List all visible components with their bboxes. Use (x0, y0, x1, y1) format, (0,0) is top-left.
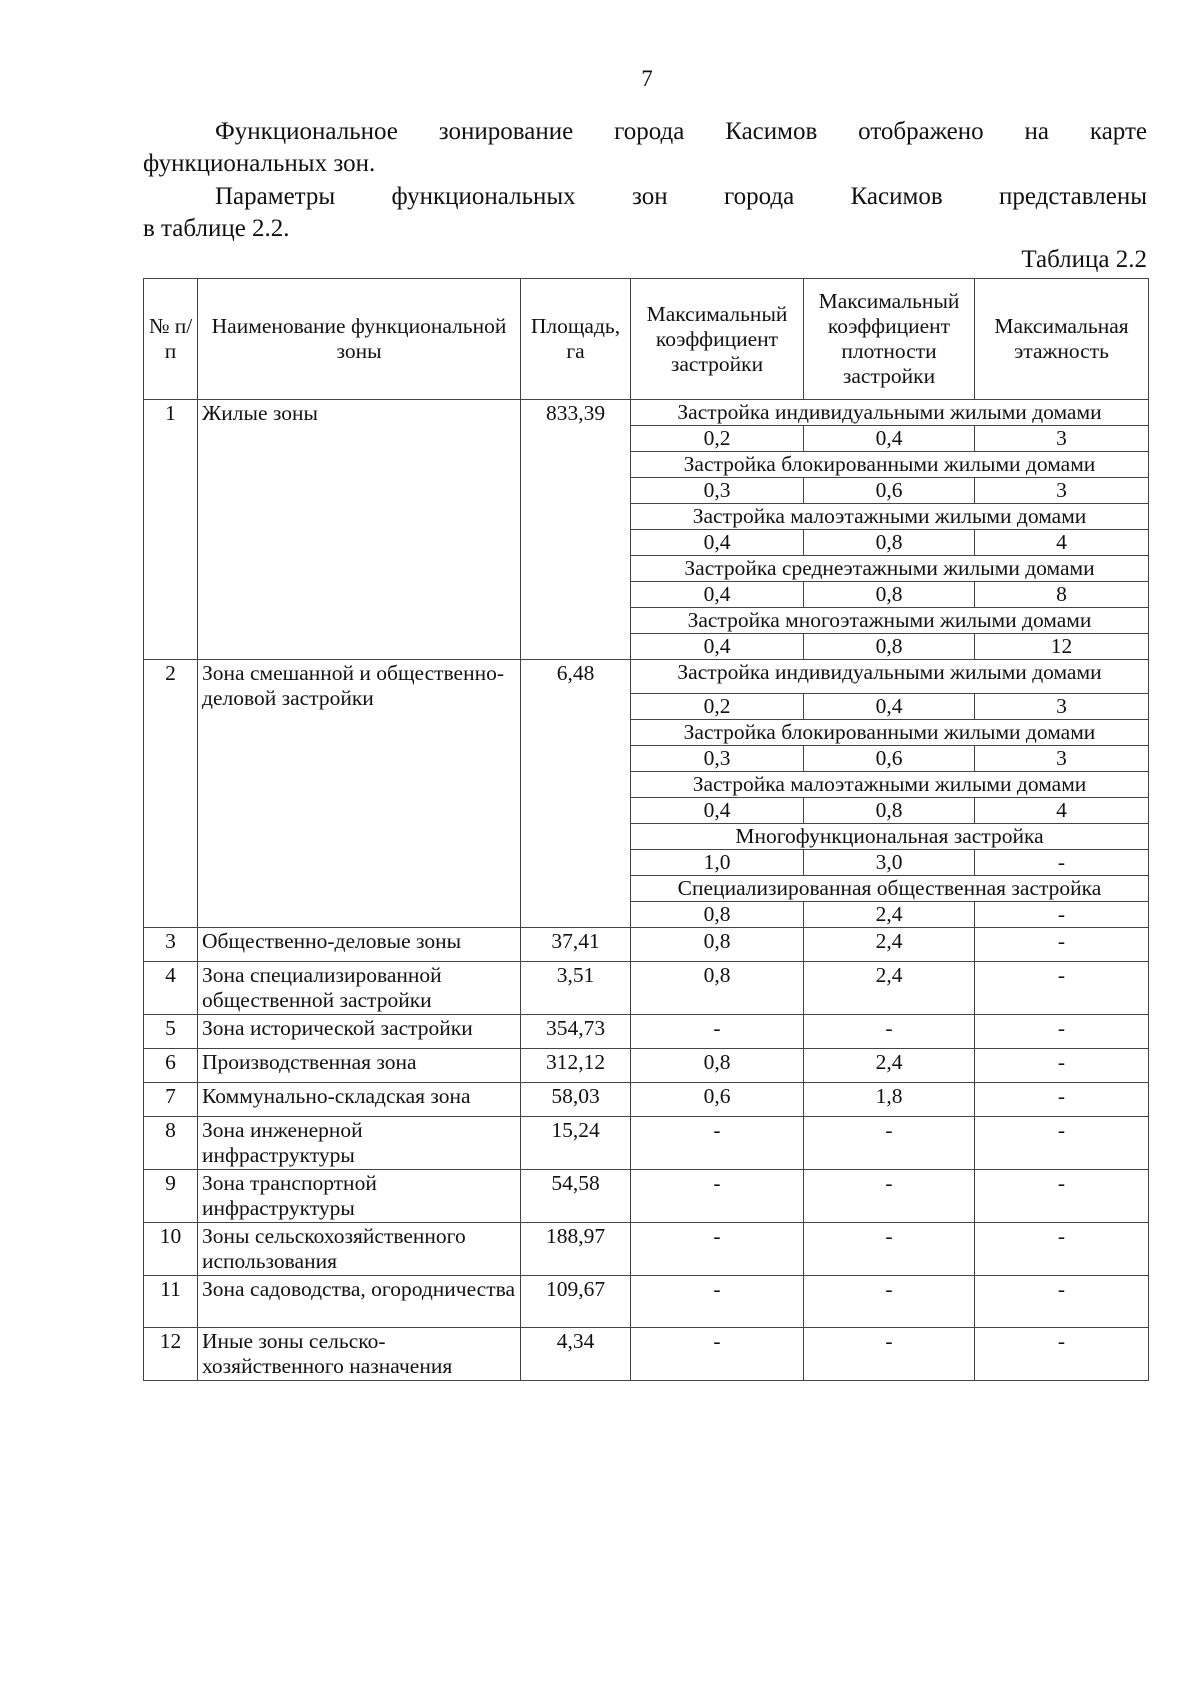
cell-area: 188,97 (521, 1223, 631, 1276)
cell-floors: 4 (975, 530, 1149, 556)
cell-area: 54,58 (521, 1170, 631, 1223)
table-row (144, 1223, 1149, 1276)
cell-floors: - (975, 1223, 1149, 1276)
cell-num: 6 (144, 1049, 198, 1083)
cell-kz: - (631, 1223, 804, 1276)
header-num: № п/п (144, 279, 198, 400)
cell-area: 58,03 (521, 1083, 631, 1117)
cell-kpz: 2,4 (804, 1049, 975, 1083)
cell-kpz: 0,4 (804, 426, 975, 452)
cell-kz: 0,4 (631, 798, 804, 824)
cell-num: 10 (144, 1223, 198, 1276)
cell-kpz: - (804, 1117, 975, 1170)
cell-floors: - (975, 1049, 1149, 1083)
subgroup-label: Застройка малоэтажными жилыми домами (631, 504, 1149, 530)
cell-name: Производственная зона (198, 1049, 521, 1083)
cell-area: 109,67 (521, 1276, 631, 1328)
header-kpz: Максимальный коэффициент плотности застройки (804, 279, 975, 400)
cell-area: 833,39 (521, 400, 631, 660)
cell-kz: 0,8 (631, 902, 804, 928)
cell-num: 9 (144, 1170, 198, 1223)
cell-kpz: - (804, 1328, 975, 1381)
cell-kpz: 2,4 (804, 962, 975, 1015)
zones-table (143, 278, 1149, 1381)
header-area: Площадь, га (521, 279, 631, 400)
cell-kz: 0,4 (631, 530, 804, 556)
cell-kz: 0,2 (631, 426, 804, 452)
cell-kz: 0,8 (631, 962, 804, 1015)
cell-kz: 0,3 (631, 478, 804, 504)
table-header-row (144, 279, 1149, 400)
cell-name: Зона инженерной инфраструктуры (198, 1117, 521, 1170)
cell-area: 354,73 (521, 1015, 631, 1049)
table-row (144, 1117, 1149, 1170)
cell-kz: - (631, 1117, 804, 1170)
cell-num: 8 (144, 1117, 198, 1170)
cell-floors: - (975, 1083, 1149, 1117)
subgroup-label: Специализированная общественная застройка (631, 876, 1149, 902)
table-row (144, 1170, 1149, 1223)
subgroup-label: Застройка индивидуальными жилыми домами (631, 660, 1149, 694)
cell-name: Общественно-деловые зоны (198, 928, 521, 962)
cell-kpz: 2,4 (804, 902, 975, 928)
subgroup-label: Застройка блокированными жилыми домами (631, 720, 1149, 746)
cell-floors: - (975, 1276, 1149, 1328)
simple-rows (144, 928, 1149, 1381)
cell-num: 1 (144, 400, 198, 660)
cell-kpz: 0,8 (804, 634, 975, 660)
cell-num: 12 (144, 1328, 198, 1381)
cell-floors: - (975, 850, 1149, 876)
cell-floors: - (975, 1117, 1149, 1170)
paragraph-table-reference (143, 181, 1147, 245)
cell-area: 4,34 (521, 1328, 631, 1381)
paragraph-line: в таблице 2.2. (143, 215, 290, 242)
paragraph-line: функциональных зон. (143, 150, 376, 177)
cell-kpz: 1,8 (804, 1083, 975, 1117)
cell-floors: 3 (975, 746, 1149, 772)
page-number: 7 (641, 66, 653, 91)
cell-floors: 3 (975, 478, 1149, 504)
paragraph-zoning-map (143, 116, 1147, 180)
cell-area: 6,48 (521, 660, 631, 928)
cell-kz: 0,8 (631, 1049, 804, 1083)
cell-floors: 3 (975, 694, 1149, 720)
cell-name: Зона исторической застройки (198, 1015, 521, 1049)
subgroup-label: Застройка индивидуальными жилыми домами (631, 400, 1149, 426)
table-row (144, 1083, 1149, 1117)
cell-num: 5 (144, 1015, 198, 1049)
cell-kz: - (631, 1328, 804, 1381)
cell-area: 312,12 (521, 1049, 631, 1083)
cell-kz: 0,4 (631, 634, 804, 660)
table-row (144, 1049, 1149, 1083)
cell-kz: 0,2 (631, 694, 804, 720)
cell-kpz: 0,4 (804, 694, 975, 720)
cell-kpz: - (804, 1015, 975, 1049)
cell-kz: - (631, 1015, 804, 1049)
table-row (144, 660, 1149, 694)
subgroup-label: Застройка блокированными жилыми домами (631, 452, 1149, 478)
cell-kz: - (631, 1170, 804, 1223)
cell-name: Иные зоны сельско-хозяйственного назначения (198, 1328, 521, 1381)
table-row (144, 928, 1149, 962)
cell-kpz: 0,6 (804, 478, 975, 504)
subgroup-label: Застройка среднеэтажными жилыми домами (631, 556, 1149, 582)
cell-num: 11 (144, 1276, 198, 1328)
cell-kz: 0,8 (631, 928, 804, 962)
cell-floors: 12 (975, 634, 1149, 660)
cell-kz: 0,6 (631, 1083, 804, 1117)
cell-name: Зона садоводства, огородничества (198, 1276, 521, 1328)
header-name: Наименование функциональной зоны (198, 279, 521, 400)
table-row (144, 1015, 1149, 1049)
cell-name: Зона специализированной общественной застройки (198, 962, 521, 1015)
cell-kpz: - (804, 1276, 975, 1328)
cell-kz: 0,4 (631, 582, 804, 608)
cell-area: 15,24 (521, 1117, 631, 1170)
cell-name: Жилые зоны (198, 400, 521, 660)
cell-num: 4 (144, 962, 198, 1015)
cell-floors: - (975, 962, 1149, 1015)
cell-name: Зона транспортной инфраструктуры (198, 1170, 521, 1223)
cell-kz: 1,0 (631, 850, 804, 876)
cell-area: 3,51 (521, 962, 631, 1015)
header-kz: Максимальный коэффициент застройки (631, 279, 804, 400)
cell-floors: 4 (975, 798, 1149, 824)
cell-kpz: 0,6 (804, 746, 975, 772)
table-row (144, 962, 1149, 1015)
table-caption: Таблица 2.2 (1021, 246, 1147, 273)
table-row (144, 1328, 1149, 1381)
paragraph-line: Параметры функциональных зон города Касимов представлены (215, 183, 1147, 210)
cell-name: Коммунально-складская зона (198, 1083, 521, 1117)
cell-kpz: 2,4 (804, 928, 975, 962)
cell-floors: 3 (975, 426, 1149, 452)
cell-floors: - (975, 1328, 1149, 1381)
table-row (144, 1276, 1149, 1328)
cell-floors: - (975, 1015, 1149, 1049)
paragraph-line: Функциональное зонирование города Касимов отображено на карте (215, 118, 1147, 145)
subgroup-label: Многофункциональная застройка (631, 824, 1149, 850)
cell-kpz: - (804, 1170, 975, 1223)
cell-area: 37,41 (521, 928, 631, 962)
cell-kpz: 3,0 (804, 850, 975, 876)
cell-num: 7 (144, 1083, 198, 1117)
cell-kpz: 0,8 (804, 798, 975, 824)
cell-kz: 0,3 (631, 746, 804, 772)
cell-floors: 8 (975, 582, 1149, 608)
subgroup-label: Застройка малоэтажными жилыми домами (631, 772, 1149, 798)
cell-kpz: 0,8 (804, 582, 975, 608)
cell-floors: - (975, 902, 1149, 928)
subgroup-label: Застройка многоэтажными жилыми домами (631, 608, 1149, 634)
cell-name: Зона смешанной и общественно-деловой застройки (198, 660, 521, 928)
cell-kpz: - (804, 1223, 975, 1276)
cell-kpz: 0,8 (804, 530, 975, 556)
cell-floors: - (975, 928, 1149, 962)
cell-name: Зоны сельскохозяйственного использования (198, 1223, 521, 1276)
cell-num: 2 (144, 660, 198, 928)
cell-floors: - (975, 1170, 1149, 1223)
cell-num: 3 (144, 928, 198, 962)
header-floors: Максимальная этажность (975, 279, 1149, 400)
table-row (144, 400, 1149, 426)
cell-kz: - (631, 1276, 804, 1328)
